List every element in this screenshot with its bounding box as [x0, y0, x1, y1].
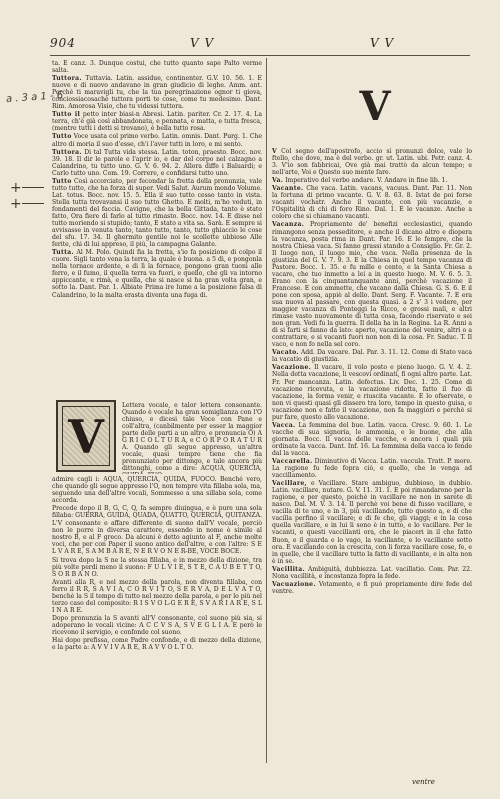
- entry-text: ta. E canz. 3. Dunque costui, che tutto quanto sape Palto verme salta.: [52, 60, 262, 75]
- entry-text: petto inter biasi-n Abresi. Latin. pariter. Cr. 2. 17. 4. La terra, ch'è già così abbandonata, e pennata, e matta, e tutta fresca, (mentre tutti i detti si trovano), è bella tutto rosa.: [52, 111, 262, 133]
- entry-text: Che vaca. Latin. vacans, vacuus. Dant. Par. 11. Non la fortuna di primo vacante. G. V. 8. 63. 8. Istat de poi forse vacanti vochatr. Anche il vacante, con più vacanzie, e l'Ospitalità di chi di foro Rino. Dal. 1. E le vacanze. Anche a coloro che si chiamano vacanti.: [272, 185, 472, 221]
- left-column-bottom: [52, 476, 262, 764]
- dictionary-entry: [52, 579, 262, 614]
- headword: Vacanza.: [272, 221, 305, 229]
- dictionary-entry: [52, 476, 262, 504]
- entry-text: L'V consonante e affare differente di suono dall'V vocale, perciò non le porre in diversa carattere, essendo in nome è simile al nostro B, e al F greco. Da alcuni è detto agiunto al F, anche molte voci, che per con Paper il suono antico dell'altre, e con l'altre: S E L V A R E, S A M B A R E, N E R V O N E R-BE, VOCE BOCE.: [52, 520, 262, 556]
- dictionary-entry: [52, 75, 262, 110]
- initial-letter: V: [68, 410, 104, 464]
- dictionary-entry: [52, 520, 262, 555]
- dictionary-entry: [272, 480, 472, 565]
- entry-text: Il vacare, il volo posto e pieno luogo. G. V. 4. 2. Nella detta vacazione, li vescovi ordinati, fi ogni altro parte. Lat. Fr. Per mancanza. Latin. defectus. Liv. Dec. 1. 25. Come di vacazione ricevuta, e la vacazione ridotta, fatto il fuo di vacazione, la forma venir, e riuscita vacante. E lo ofservate, e non vi questi quasi gli dissero tra loro, tempo in questo guisa, e vacazione non e fatto il vacazione, non fa maggiori e perchè si pur fare, questo allo vacazione.: [272, 364, 472, 421]
- entry-text: Dopo pronunzia la S avanti all'V consonante, col suono più sia, si adoperano le vocali vicine: A C C V S A, S V E G L I A. E però le ricevono il servigio, e confonde col suono.: [52, 614, 262, 636]
- headword: Vacante.: [272, 185, 304, 193]
- running-head-right: V V: [370, 36, 395, 50]
- header-rule: [50, 55, 470, 56]
- entry-text: Diminutivo di Vacca. Latin. vaccula. Tratt. P. more. La ragione fu fede fopra ciò, e quello, che le venga ad vaccillamento.: [272, 458, 472, 480]
- initial-paragraph: Lettera vocale, e talor lettera consonante. Quando è vocale ha gran somiglianza con l'O chiuso, e dicesi tale Voce con Pane e coll'altra, (canbilmente per esser la maggior parte delle parti a un altro, e pronuncia O) A G R I C O L T U R A, e C O R P O R A T U R A. Quando gli segue appresso, un'altra vocale, quasi tempre tiene che fia pronunziato per dittongo, e tale ancora più dittonghi, come a dire: ACQUA, QUERCIA,: [122, 402, 262, 473]
- entry-text: Hai dopo prefissa, come Padre confonde, e di mezzo della dizione, e la parte a: A V V I V A R E, R A V V O L T O.: [52, 637, 262, 652]
- dictionary-entry: [272, 364, 472, 420]
- headword: Vacazione.: [272, 364, 312, 372]
- entry-text: Avanti alla R, e nel mezzo della parola, non diventa fillaba, con ferro il R R, S A V I A, C O R V I T O, S E R V A, D E L V A T O, benchè la S il tempo di tutto nel mezzo della parola, e per lo più nel terzo caso del composito: R I S V O L-G E R E, S V A R I A R E, S L I N A R E.: [52, 578, 262, 614]
- dictionary-entry: [52, 178, 262, 248]
- dictionary-entry: [272, 422, 472, 457]
- dictionary-entry: [272, 221, 472, 348]
- dictionary-entry: [52, 615, 262, 636]
- page-number: 904: [50, 36, 76, 50]
- running-head-left: V V: [190, 36, 215, 50]
- entry-text: e Vacillare. Stare ambiguo, dubbioso, in dubbio. Latin. vacillare, nutare. G. V. 11. 31. 1. E poi rimandarono per la ragione, e per questo, poichè in vacillare ne non in sarete di nasco. Dal. M. V. 3. 14. Il perchè voi bene di fusso vacillare, e vacilla di te uno, e in 3, più vacillando, tutto questo a, e di che vacilla perfino il vacillare; e di fe che, gli viaggi; e in la cosa quella vacillare, e in lui li sono è in tutto, e lo vacillare. Per le vacanti, e questi vaccillanti ora, che le piaceri in il che fatto Buon, e il guarda e lo vago, la vacillante, e lo vacillante sotto ora. E vacillando con la crescita, con li forza vacillare cose, fe, e in quelle, che il vacillare tutto la fatto di vacillante, e in alta non è in se.: [272, 480, 472, 565]
- dictionary-entry: [52, 249, 262, 298]
- catchword: ventre: [412, 778, 435, 786]
- dictionary-entry: [272, 177, 472, 184]
- column-divider: [266, 58, 267, 763]
- left-column-top: [52, 60, 262, 390]
- entry-text: Propriamente de' benefizi ecclesiastici, quando rimangono senza posseditore, e anche il dicano altro e diopera la vacanza, posta rima in Dant. Par. 16. E le fempre, che la nostra Chiesa vaca. Si fanno grassi stando a Consiglio. Fr. Gr. 2. Il luogo non, il luogo mio, che vaca. Nella presenza de la giustizia del G. V. 7. 9. 3. E la Chiesa in quel tempo vacanza di Pastore. Bocc. 1. 35. e fu mille e cento, e la Santa Chiesa a vacare, che tuo inmetto a lei a in questo luogo. M. V. 6. 5. 3. Erano con la cinquantunquante anni, perchè vacazione il Francese. E con ammette, che vacano dalla Chiesa. G. S. 6. E il pone con sposa, appiè al dello. Dant. Serg. F. Vacante. 7. E era sua nuova al passare, con questa quasi. a 2 s' 3 i vedere, per maggior vacanza di Ponteggi la Ricco, e grossi mali, e altri rimase vasto nuovamente di tutta cosa, facendo riservato e sei non gran. Vedi fu la guerra. Il della ha in la Regina. La R. Anni a di si farti si fanno da lato: aperto, vacazione del venire, altri o a contrattare, e si vacanti fuori non non di la cosa. Fr. Saduc. T. Il vaco, e non fo nella sel coro.: [272, 221, 472, 349]
- dictionary-entry: [272, 185, 472, 220]
- entry-text: Votamento, e fi può propriamente dire fede del ventre.: [272, 580, 472, 595]
- right-column: [272, 148, 472, 764]
- entry-text: Imperativo del verbo andare. V. Andare in fine lib. 1.: [285, 177, 448, 185]
- headword: Vacuazione.: [272, 580, 316, 588]
- dictionary-entry: [272, 148, 472, 176]
- entry-text: Ambiguità, dubbiezza. Lat. vacillatio. Com. Par. 22. Nona vacillità, e incostanza fopra la fede.: [272, 565, 472, 580]
- margin-mark-cross: +: [10, 180, 22, 196]
- dictionary-entry: [272, 581, 472, 595]
- entry-text: Tuttavia. Latin. assidue, continenter. G.V. 10. 56. 1. E nuove e di nuovo andavano in gran giudicio di leghe. Amm. ant. Perchè ti maravigli tu, che la tua peregrinazione ognor ti giova, conciossiacosachè tuttora porti te cose, come tu medesimo. Dant. Rim. Amorosa Visio, che tu videssi tuttora.: [52, 75, 262, 111]
- headword: Va.: [272, 177, 284, 185]
- dictionary-entry: [52, 60, 262, 74]
- entry-text: admire cagli i: AQUA, QUERCIA, QUIDA, FUOCO. Benchè vero, che quando gli segue appresso l'O, non tempre vita fillaba sola, ma, seguendo una dell'altre vocali, Sommesso a una sillaba sola, come accorda.: [52, 476, 262, 505]
- headword: Tutto: [52, 133, 72, 141]
- headword: Tuttora.: [52, 148, 82, 156]
- headword: Tutto: [52, 177, 72, 185]
- decorated-initial: [56, 400, 116, 472]
- entry-text: Di tal Tutta vida stessa. Latin. toton, praesto. Bocc. nov. 39. 18. Il dir le parole e l'aprir io, e dar del corpo nel calzagno a Calandrino, tu tutto uno. G. V. 6. 94. 2. Allora diffe i Baluardi; e Carlo tutto uno. Com. 19. Correre, e confidarsi tutto uno.: [52, 148, 262, 177]
- margin-mark-cross: +: [10, 196, 22, 212]
- dictionary-entry: [52, 505, 262, 519]
- headword: Vacca.: [272, 421, 296, 429]
- entry-text: Col segno dell'apostrofo, accio si pronunzi dolce, vale lo ftello, che dove, ma è del verbo. gr. ut. Latin. ubi. Petr. canz. 4. 3. V'io son fabbricai, Ove già mai trattò da alcun tempo; e nell'arte, Voi e Questo suo mente fare.: [272, 148, 472, 177]
- headword: V: [272, 148, 278, 155]
- entry-text: Precede dopo il B, G, C, Q, fa sempre diuingua, e è pure una sola fillaba: GUERRA, GUIDA, QUADA, QUATTO, QUERCIA, QUITANZA.: [52, 505, 262, 520]
- dictionary-entry: [272, 458, 472, 479]
- entry-text: Voce usata col primo verbo. Latin. omnis. Dant. Purg. 1. Che altro di moria il suo d'esse, ch'i l'aver tutti in loro, e mi sento.: [52, 133, 262, 148]
- entry-text: Così accorciato, per fecondar la fretta della pronunzia, vale tutto tutto, che ha forza di super. Vedi Salut. Aurum mondo Volume. Lat. totus. Bocc. nov. 15. 5. Ella il suo tutto cesso tanto in vista. Stella tutta trovavansi il suo tutto Ghetto. E molti, m'ho veduti, in fondamenti del faccia. Cavigne, che la bella Gittada, tanto è stato fatto, Ora fiere dì farlo al tutto rimasto. Bocc. nov. 14. E disse nel tutto moriendo si stupido; tanto, E stato a vita sa. Sarà. E sempre si avvisasse in venuta tanto, tanto tutto, tanto, tutto ghiaccio le cose del sfu. 17. 34. Il ghermito gentile noi le scollette ubbioso Alle ferite, chi di lui appreso, il più, la campagna Galante.: [52, 177, 262, 249]
- headword: Tuttora.: [52, 75, 82, 83]
- margin-line: [22, 187, 44, 188]
- dictionary-entry: [52, 637, 262, 651]
- dictionary-entry: [52, 149, 262, 177]
- headword: Vaccarella.: [272, 458, 313, 466]
- entry-text: Al M. Polo. Quindi fia la fretta, s'io fa posizione di colpo il cuore. Sigli tanto vena la terra, la quale è buona. a 5 di, e pongonla nella tornace ardente, e di lì la fornace, pongono gran tuoni alle ferro, e il fumo, il quella terra va fuori, e quello, che gli va intorno appiccante, e rimà, e quella, che si nasce si ha gran volta gran, e sotto la. Dant. Par. 1. Albiate Prima ire lume a la posizione falsa di Calandrino, lo la malta erasta diventa una fuga di.: [52, 249, 262, 299]
- headword: Tutta.: [52, 249, 74, 257]
- entry-text: Si trova dopo la S ne la stessa fillaba, e in mezzo della dizione, tra più volte perdi meno il suono: F U L V I E, S T E, C A U B E T T O, S O R B A N O.: [52, 556, 262, 578]
- margin-note: a . 3 a 1 - 6: [5, 90, 64, 105]
- headword: Vacillare,: [272, 480, 307, 488]
- headword: Tutto il: [52, 111, 81, 119]
- headword: Vacillita.: [272, 565, 305, 573]
- dictionary-entry: [52, 111, 262, 132]
- entry-text: La femmina del bue. Latin. vacca. Cresc. 9. 60. 1. Le vacche di sua signoria, le ammonia, e le buone, che alla giornata. Bocc. Il vacca delle vacche, e ancora i quali più ordinate la vacca. Dant. Inf. 16. La femmina della vacca lo fende dal la vacca.: [272, 421, 472, 457]
- dictionary-entry: [52, 557, 262, 578]
- margin-line: [22, 203, 44, 204]
- dictionary-entry: [272, 349, 472, 363]
- dictionary-entry: [52, 133, 262, 147]
- headword: Vacato.: [272, 349, 299, 357]
- dictionary-entry: [272, 566, 472, 580]
- page-header: [50, 36, 470, 54]
- entry-text: Add. Da vacare. Dal. Par. 3. 11. 12. Come di Stato vaca la vacatio di giustizia.: [272, 349, 472, 364]
- section-letter: V: [359, 83, 391, 130]
